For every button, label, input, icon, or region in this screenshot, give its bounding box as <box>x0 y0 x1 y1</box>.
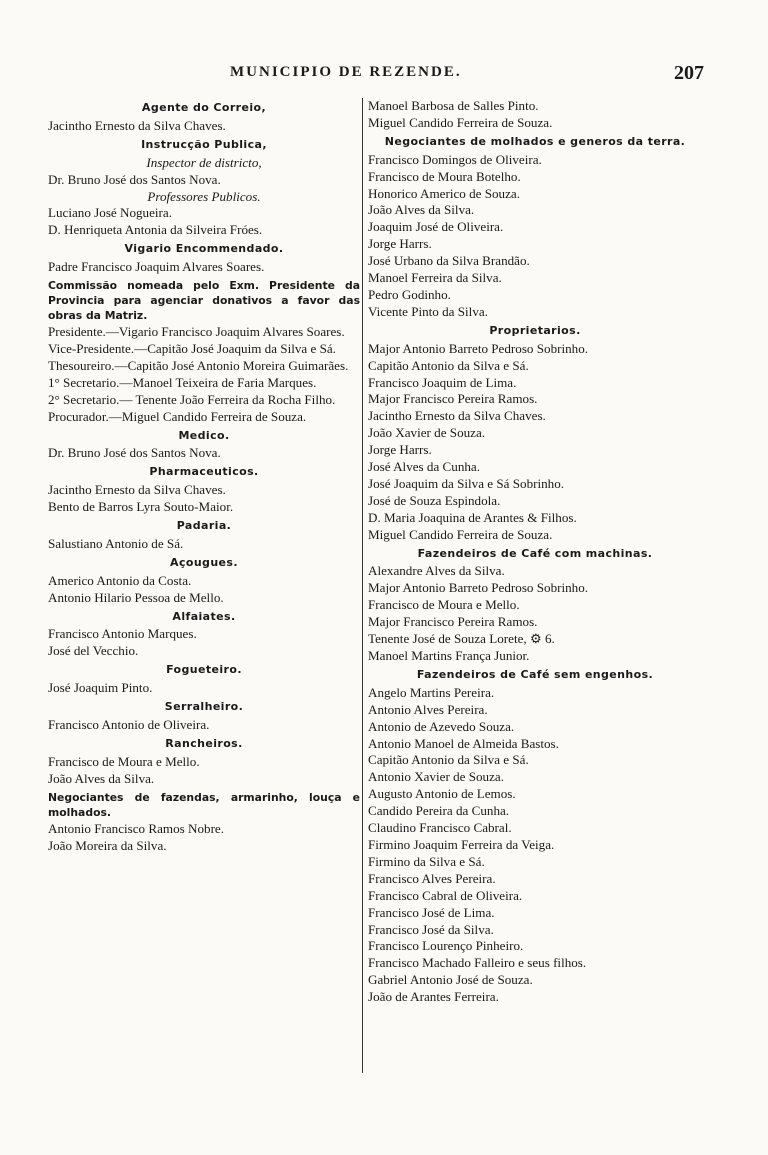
subheading-professores: Professores Publicos. <box>147 188 261 204</box>
list-item: José Joaquim Pinto. <box>48 680 153 696</box>
list-item: Jorge Harrs. <box>368 442 432 458</box>
list-item: D. Maria Joaquina de Arantes & Filhos. <box>368 509 577 525</box>
list-item: Pedro Godinho. <box>368 286 451 302</box>
section-heading-correio: Agente do Correio, <box>141 101 267 114</box>
commissao-entry <box>48 324 360 341</box>
commissao-name: —Miguel Candido Ferreira de Souza. <box>108 408 307 424</box>
list-item: Jorge Harrs. <box>368 236 432 252</box>
list-item: Francisco Joaquim de Lima. <box>368 374 517 390</box>
section-heading-acougues: Açougues. <box>170 555 238 569</box>
list-item: Alexandre Alves da Silva. <box>368 563 505 579</box>
list-item: Antonio Hilario Pessoa de Mello. <box>48 589 224 605</box>
list-item: Jacintho Ernesto da Silva Chaves. <box>368 408 546 424</box>
section-heading-molhados: Negociantes de molhados e generos da terra. <box>384 134 686 148</box>
list-item: Francisco Alves Pereira. <box>368 870 496 886</box>
list-item: Francisco Lourenço Pinheiro. <box>368 938 524 954</box>
list-item: Americo Antonio da Costa. <box>48 572 192 588</box>
running-title: MUNICIPIO DE REZENDE. <box>230 64 462 80</box>
list-item: Luciano José Nogueira. <box>48 205 172 221</box>
list-item: Bento de Barros Lyra Souto-Maior. <box>48 499 234 515</box>
commissao-entry <box>48 409 360 426</box>
list-item: Francisco Cabral de Oliveira. <box>368 887 523 903</box>
commissao-role: Vice-Presidente. <box>48 340 135 356</box>
list-item: Francisco José da Silva. <box>368 921 494 937</box>
list-item: Augusto Antonio de Lemos. <box>368 786 516 802</box>
list-item: Jacintho Ernesto da Silva Chaves. <box>48 482 226 498</box>
commissao-entry <box>48 375 360 392</box>
list-item: Dr. Bruno José dos Santos Nova. <box>48 171 221 187</box>
list-item: Honorico Americo de Souza. <box>368 185 520 201</box>
left-column <box>48 98 360 854</box>
list-item: Manoel Martins França Junior. <box>368 648 530 663</box>
list-item: Major Antonio Barreto Pedroso Sobrinho. <box>368 340 589 356</box>
list-item: Francisco Machado Falleiro e seus filhos. <box>368 955 587 971</box>
section-heading-proprietarios: Proprietarios. <box>489 323 581 337</box>
page-number: 207 <box>674 62 704 84</box>
list-item: Firmino Joaquim Ferreira da Veiga. <box>368 836 555 852</box>
list-item: Padre Francisco Joaquim Alvares Soares. <box>48 259 265 275</box>
list-item: Major Francisco Pereira Ramos. <box>368 391 538 407</box>
list-item: Capitão Antonio da Silva e Sá. <box>368 752 529 768</box>
commissao-role: 2° Secretario. <box>48 391 120 407</box>
list-item: Francisco Antonio Marques. <box>48 626 197 642</box>
list-item: Major Antonio Barreto Pedroso Sobrinho. <box>368 580 589 596</box>
list-item: Capitão Antonio da Silva e Sá. <box>368 357 529 373</box>
list-item: Angelo Martins Pereira. <box>368 684 495 700</box>
list-item: Miguel Candido Ferreira de Souza. <box>368 526 553 542</box>
section-heading-medico: Medico. <box>178 428 230 442</box>
list-item: Antonio de Azevedo Souza. <box>368 718 515 734</box>
list-item: João Alves da Silva. <box>368 202 475 218</box>
list-item: Major Francisco Pereira Ramos. <box>368 614 538 630</box>
list-item: Antonio Manoel de Almeida Bastos. <box>368 735 559 751</box>
list-item: Candido Pereira da Cunha. <box>368 803 510 819</box>
list-item: José Urbano da Silva Brandão. <box>368 253 530 269</box>
list-item: Antonio Xavier de Souza. <box>368 769 504 785</box>
list-item: Tenente José de Souza Lorete, ⚙ 6. <box>368 631 555 647</box>
section-heading-vigario: Vigario Encommendado. <box>124 242 284 256</box>
list-item: Miguel Candido Ferreira de Souza. <box>368 114 553 130</box>
commissao-name: —Capitão José Antonio Moreira Guimarães. <box>114 357 349 373</box>
list-item: Salustiano Antonio de Sá. <box>48 535 184 551</box>
list-item: Gabriel Antonio José de Souza. <box>368 972 533 988</box>
list-item: Firmino da Silva e Sá. <box>368 853 485 869</box>
page-header <box>0 64 768 90</box>
list-item: Jacintho Ernesto da Silva Chaves. <box>48 117 226 133</box>
commissao-entry <box>48 341 360 358</box>
list-item: Francisco José de Lima. <box>368 904 495 920</box>
list-item: Francisco de Moura e Mello. <box>48 753 200 769</box>
list-item: José de Souza Espindola. <box>368 492 501 508</box>
subheading-inspector: Inspector de districto, <box>146 154 262 170</box>
list-item: José Alves da Cunha. <box>368 459 481 475</box>
right-column <box>368 98 702 1006</box>
commissao-name: —Capitão José Joaquim da Silva e Sá. <box>134 340 336 356</box>
list-item: Joaquim José de Oliveira. <box>368 219 504 235</box>
list-item: Antonio Francisco Ramos Nobre. <box>48 820 225 836</box>
section-heading-rancheiros: Rancheiros. <box>165 736 243 750</box>
section-heading-cafe-machinas: Fazendeiros de Café com machinas. <box>417 546 653 560</box>
list-item: João Alves da Silva. <box>48 770 155 786</box>
list-item: Dr. Bruno José dos Santos Nova. <box>48 445 221 461</box>
list-item: Francisco de Moura e Mello. <box>368 597 520 613</box>
section-heading-serralheiro: Serralheiro. <box>164 700 244 714</box>
section-heading-fogueteiro: Fogueteiro. <box>166 663 242 677</box>
commissao-role: Thesoureiro. <box>48 357 115 373</box>
list-item: Francisco Domingos de Oliveira. <box>368 151 542 167</box>
list-item: Claudino Francisco Cabral. <box>368 820 512 836</box>
list-item: Antonio Alves Pereira. <box>368 701 488 717</box>
list-item: João de Arantes Ferreira. <box>368 989 499 1005</box>
section-heading-cafe-engenhos: Fazendeiros de Café sem engenhos. <box>416 667 654 681</box>
commissao-entry <box>48 358 360 375</box>
list-item: Manoel Ferreira da Silva. <box>368 270 502 286</box>
list-item: Manoel Barbosa de Salles Pinto. <box>368 98 539 113</box>
commissao-name: —Vigario Francisco Joaquim Alvares Soares. <box>105 324 345 340</box>
section-heading-commissao: Commissão nomeada pelo Exm. Presidente da Provincia para agenciar donativos a favor das obras da Matriz. <box>48 279 360 323</box>
commissao-role: Procurador. <box>48 408 109 424</box>
column-divider <box>362 98 363 1073</box>
list-item: Vicente Pinto da Silva. <box>368 303 488 319</box>
commissao-name: —Manoel Teixeira de Faria Marques. <box>119 374 317 390</box>
list-item: João Moreira da Silva. <box>48 837 167 853</box>
commissao-role: Presidente. <box>48 324 106 340</box>
list-item: D. Henriqueta Antonia da Silveira Fróes. <box>48 222 263 238</box>
commissao-name: — Tenente João Ferreira da Rocha Filho. <box>119 391 336 407</box>
list-item: José Joaquim da Silva e Sá Sobrinho. <box>368 475 565 491</box>
list-item: Francisco Antonio de Oliveira. <box>48 717 210 732</box>
section-heading-fazendas: Negociantes de fazendas, armarinho, louça e molhados. <box>48 790 360 819</box>
section-heading-padaria: Padaria. <box>176 519 232 533</box>
list-item: José del Vecchio. <box>48 643 139 659</box>
list-item: João Xavier de Souza. <box>368 425 486 441</box>
list-item: Francisco de Moura Botelho. <box>368 168 521 184</box>
section-heading-pharmaceuticos: Pharmaceuticos. <box>149 465 259 479</box>
section-heading-instrucao: Instrucção Publica, <box>141 137 267 151</box>
commissao-entry <box>48 392 360 409</box>
commissao-role: 1° Secretario. <box>48 374 120 390</box>
section-heading-alfaiates: Alfaiates. <box>172 609 236 623</box>
